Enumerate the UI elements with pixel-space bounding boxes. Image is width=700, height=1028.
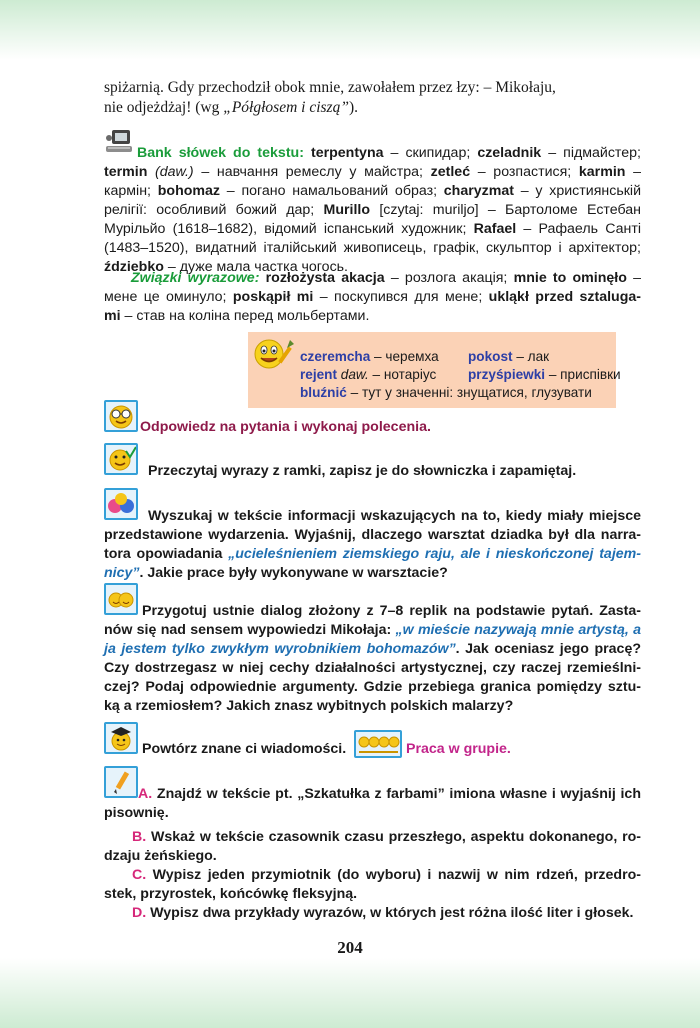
task-a: A. Znajdź w tekście pt. „Szkatułka z farbami” imiona własne i wyjaśnij ich pisownię.: [104, 786, 641, 821]
intro-text: spiżarnią. Gdy przechodził obok mnie, zawołałem przez łzy: – Mikołaju, nie odjeżdżaj! (wg „Półgłosem i ciszą”).: [104, 78, 644, 118]
vocab-row-2: rejent daw. – нотаріус: [300, 367, 437, 382]
task-d-letter: D.: [132, 905, 147, 921]
task-a-letter: A.: [138, 786, 153, 802]
task-2: Wyszukaj w tekście informacji wskazujących na to, kiedy miały miejsce przedstawione wydarzenia. Wyjaśnij, dlaczego warsztat dziadka był dla narra- tora opowiadania „ucieleśnieniem ziemskiego raju, ale i nieskończonej tajem- nicy”. Jakie prace były wykonywane w warsztacie?: [104, 508, 641, 581]
task-d: D. Wypisz dwa przykłady wyrazów, w których jest różna ilość liter i głosek.: [132, 905, 634, 921]
header-band: [0, 0, 700, 60]
intro-source-title: „Półgłosem i ciszą”: [223, 99, 349, 116]
task-1: Przeczytaj wyrazy z ramki, zapisz je do słowniczka i zapamiętaj.: [148, 463, 577, 479]
bank-slowek: Bank słówek do tekstu: terpentyna – скипидар; czeladnik – підмайстер; termin (daw.) – навчання ремеслу у майстра; zetleć – розпастися; karmin – кармін; bohomaz – погано намальований образ; charyzmat – у християнській релігії: особливий божий дар; Murillo [czytaj: muriljo] – Бартоломе Естебан Мурільйо (1618–1682), відомий іспанський художник; Rafael – Рафаель Санті (1483–1520), видатний італійський живописець, графік, скульптор і архітектор; ździebko – дуже мала частка чогось.: [104, 145, 642, 275]
group-work-icon-box: [354, 730, 402, 758]
intro-line-1: spiżarnią. Gdy przechodził obok mnie, zawołałem przez łzy: – Mikołaju,: [104, 79, 556, 96]
task-header-icon-box: [104, 400, 138, 432]
page-number: 204: [337, 938, 363, 957]
footer-band: [0, 958, 700, 1028]
vocabulary-box: [248, 332, 621, 408]
task-4: Powtórz znane ci wiadomości.: [142, 741, 347, 757]
task-c-letter: C.: [132, 867, 147, 883]
task-b: B. Wskaż w tekście czasownik czasu przeszłego, aspektu dokonanego, ro- dzaju żeńskiego.: [104, 829, 641, 864]
vocab-row-2b: przyśpiewki – приспівки: [468, 367, 621, 382]
group-work-icon: [356, 732, 400, 756]
intro-line-2: nie odjeżdżaj! (wg: [104, 99, 224, 116]
task1-icon-box: [104, 443, 138, 475]
smiley-check-icon: [106, 445, 136, 473]
smiley-glasses-icon: [106, 402, 136, 430]
task-b-letter: B.: [132, 829, 147, 845]
zwiazki-wyrazowe: Związki wyrazowe: rozłożysta akacja – розлога акація; mnie to ominęło – мене це оминуло; poskąpił mi – поскупився для мене; ukląkł przed sztaluga- mi – став на коліна перед мольбертами.: [104, 270, 642, 324]
task4-icon-box: [104, 722, 138, 754]
bank-heading: Bank słówek do tekstu:: [137, 145, 304, 161]
task-3: Przygotuj ustnie dialog złożony z 7–8 replik na podstawie pytań. Zasta- nów się nad sensem wypowiedzi Mikołaja: „w mieście nazywają mnie artystą, a ja jestem tylko zwykłym wyrobnikiem bohomazów”. Jak oceniasz jego pracę? Czy dostrzegasz w niej cechy działalności artystycznej, czy raczej rzemieślni- czej? Podaj odpowiednie argumenty. Gdzie przebiega granica pomiędzy sztu- ką a rzemiosłem? Jakich znasz wybitnych polskich malarzy?: [104, 603, 642, 714]
smiley-pencil-icon: [252, 336, 296, 370]
vocab-row-3: bluźnić – тут у значенні: знущатися, глузувати: [300, 385, 592, 400]
smiley-graduate-icon: [106, 724, 136, 752]
tasks-header: Odpowiedz na pytania i wykonaj polecenia.: [140, 419, 431, 435]
group-work-label: Praca w grupie.: [406, 741, 511, 757]
vocab-row-1: czeremcha – черемха: [300, 349, 439, 364]
zwiazki-heading: Związki wyrazowe:: [131, 270, 260, 286]
task-c: C. Wypisz jeden przymiotnik (do wyboru) i nazwij w nim rdzeń, przedro- stek, przyrostek, końcówkę fleksyjną.: [104, 867, 641, 902]
vocab-row-1b: pokost – лак: [468, 349, 550, 364]
